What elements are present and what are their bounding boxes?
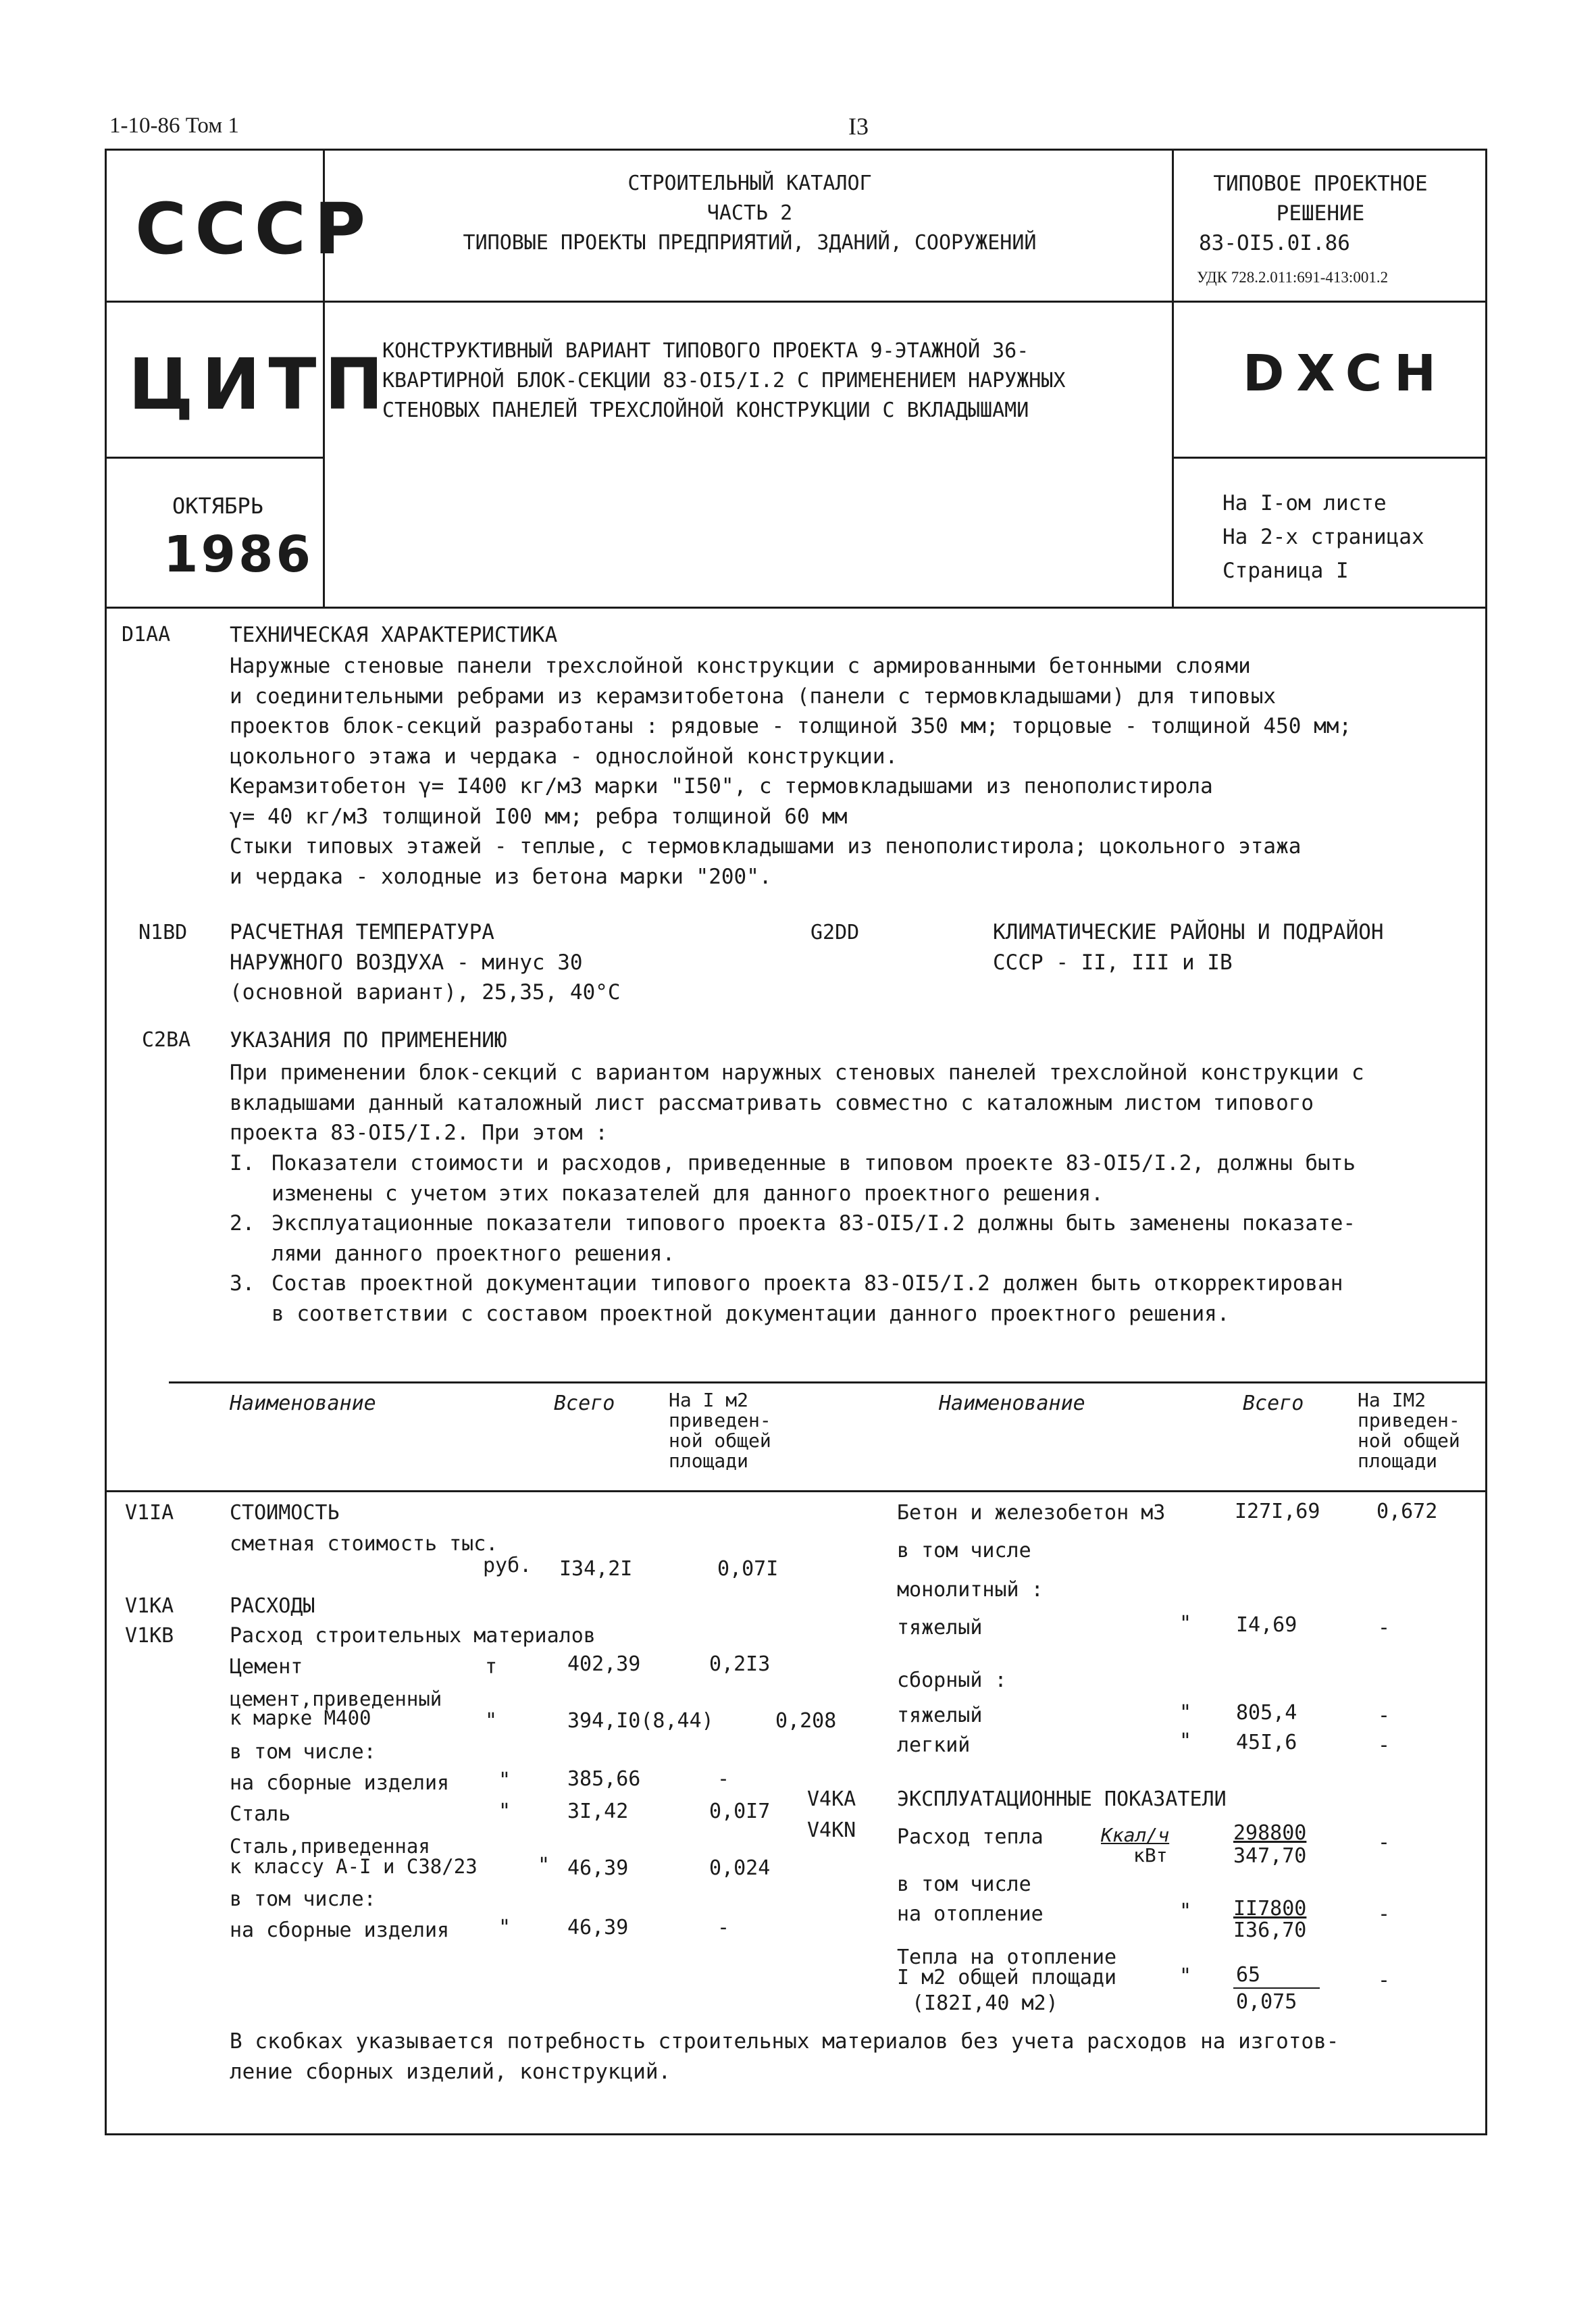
prefab2-unit: " <box>498 1916 511 1939</box>
frame-bottom <box>105 2133 1487 2135</box>
cost-title: СТОИМОСТЬ <box>230 1501 340 1525</box>
usage-item <box>230 1148 1486 1209</box>
catalog-line-2: ЧАСТЬ 2 <box>706 201 793 225</box>
usage-item <box>230 1209 1486 1269</box>
cement-unit: т <box>485 1655 498 1679</box>
climate-code: G2DD <box>810 921 860 944</box>
usage-intro <box>230 1058 1486 1148</box>
usage-title: УКАЗАНИЯ ПО ПРИМЕНЕНИЮ <box>230 1028 507 1052</box>
row-code-materials: V1KB <box>125 1624 174 1648</box>
catalog-line-3: ТИПОВЫЕ ПРОЕКТЫ ПРЕДПРИЯТИЙ, ЗДАНИЙ, СООРУЖЕНИЙ <box>463 231 1037 255</box>
precast-label: сборный : <box>897 1669 1007 1692</box>
header-bottom-line <box>105 607 1487 609</box>
usage-item-line: Состав проектной документации типового проекта 83-ОI5/I.2 должен быть откорректирован <box>272 1271 1343 1296</box>
heat-m2-fraction-bar <box>1233 1987 1320 1989</box>
tech-line: Наружные стеновые панели трехслойной конструкции с армированными бетонными слоями <box>230 654 1251 678</box>
footnote-line: ление сборных изделий, конструкций. <box>230 2059 671 2084</box>
steel-unit: " <box>498 1800 511 1823</box>
usage-item-line: лями данного проектного решения. <box>272 1241 675 1266</box>
table-header-line <box>105 1490 1487 1492</box>
steel-reduced-unit: " <box>538 1854 550 1877</box>
climate-line: СССР - II, III и IB <box>993 950 1233 975</box>
footnote <box>230 2027 1486 2087</box>
heating-label: на отопление <box>897 1902 1044 1926</box>
col-name2-header: Наименование <box>939 1392 1085 1415</box>
heavy2-unit: " <box>1179 1701 1192 1725</box>
cement400-per-m2: 0,208 <box>775 1709 837 1733</box>
row-code-operation: V4KA <box>807 1787 856 1811</box>
heavy-label: тяжелый <box>897 1616 983 1640</box>
usage-intro-line: вкладышами данный каталожный лист рассматривать совместно с каталожным листом типового <box>230 1090 1314 1115</box>
tech-line: Стыки типовых этажей - теплые, с термовкладышами из пенополистирола; цокольного этажа <box>230 834 1302 859</box>
heat-denominator: 347,70 <box>1233 1844 1307 1868</box>
solution-block <box>1199 169 1462 258</box>
cement400-total: 394,I0(8,44) <box>567 1709 714 1733</box>
steel-label: Сталь <box>230 1802 291 1826</box>
steel-reduced-label-2: к классу А-I и С38/23 <box>230 1855 478 1878</box>
monolith-label: монолитный : <box>897 1578 1044 1602</box>
cost-label: сметная стоимость тыс. <box>230 1532 498 1556</box>
cement-total: 402,39 <box>567 1652 641 1676</box>
temperature-block <box>230 917 838 1008</box>
sheet-info <box>1222 486 1424 588</box>
solution-number: 83-ОI5.0I.86 <box>1199 231 1350 255</box>
heat-label: Расход тепла <box>897 1825 1044 1849</box>
sheet-info-line-1: На I-ом листе <box>1222 491 1387 515</box>
heat-m2-label-3: (I82I,40 м2) <box>912 1991 1058 2015</box>
col-per-m2-header: На I м2 приведен- ной общей площади <box>669 1389 771 1472</box>
col-per-m2-2-header: На IМ2 приведен- ной общей площади <box>1358 1389 1460 1472</box>
concrete-total: I27I,69 <box>1235 1500 1320 1523</box>
temperature-line: НАРУЖНОГО ВОЗДУХА - минус 30 <box>230 950 583 975</box>
steel-per-m2: 0,0I7 <box>709 1800 771 1823</box>
climate-block <box>993 917 1479 977</box>
org-title: СССР <box>135 188 374 270</box>
row-code-cost: V1IA <box>125 1501 174 1525</box>
tech-title: ТЕХНИЧЕСКАЯ ХАРАКТЕРИСТИКА <box>230 623 558 647</box>
col-total2-header: Всего <box>1243 1392 1304 1415</box>
issue-month: ОКТЯБРЬ <box>172 493 263 519</box>
tech-line: проектов блок-секций разработаны : рядовые - толщиной 350 мм; торцовые - толщиной 450 мм; <box>230 714 1352 738</box>
heavy-per-m2: - <box>1378 1616 1391 1640</box>
prefab2-total: 46,39 <box>567 1916 629 1939</box>
row-code-expenses: V1KA <box>125 1594 174 1618</box>
heat-m2-label-2: I м2 общей площади <box>897 1966 1117 1989</box>
heating-per-m2: - <box>1378 1902 1391 1926</box>
frame-left <box>105 149 107 2135</box>
heat-per-m2: - <box>1378 1831 1391 1854</box>
cement400-label-2: к марке М400 <box>230 1706 371 1729</box>
heat-m2-numerator: 65 <box>1236 1963 1261 1987</box>
materials-title: Расход строительных материалов <box>230 1624 596 1648</box>
prefab-unit: " <box>498 1769 511 1792</box>
col-total-header: Всего <box>554 1392 615 1415</box>
udk-code: УДК 728.2.011:691-413:001.2 <box>1197 269 1389 286</box>
page-number: I3 <box>848 113 869 140</box>
prefab-per-m2: - <box>717 1767 730 1791</box>
included-label-2: в том числе: <box>230 1887 376 1911</box>
institute-title: ЦИТП <box>128 343 392 426</box>
usage-code: C2BA <box>142 1028 191 1052</box>
usage-item-line: Показатели стоимости и расходов, приведенные в типовом проекте 83-ОI5/I.2, должны быть <box>272 1151 1356 1175</box>
tech-line: Керамзитобетон γ= I400 кг/м3 марки "I50", с термовкладышами из пенополистирола <box>230 774 1213 798</box>
cost-per-m2: 0,07I <box>717 1557 779 1581</box>
heat-numerator: 298800 <box>1233 1821 1307 1845</box>
concrete-label: Бетон и железобетон м3 <box>897 1501 1166 1525</box>
light-total: 45I,6 <box>1236 1731 1297 1754</box>
usage-intro-line: проекта 83-ОI5/I.2. При этом : <box>230 1121 608 1145</box>
frame-top <box>105 149 1487 151</box>
steel-reduced-total: 46,39 <box>567 1856 629 1880</box>
prefab2-per-m2: - <box>717 1916 730 1939</box>
usage-item <box>230 1269 1486 1329</box>
project-description: КОНСТРУКТИВНЫЙ ВАРИАНТ ТИПОВОГО ПРОЕКТА 9-ЭТАЖНОЙ 36-КВАРТИРНОЙ БЛОК-СЕКЦИИ 83-ОI5/I.2 С ПРИМЕНЕНИЕМ НАРУЖНЫХ СТЕНОВЫХ ПАНЕЛЕЙ ТРЕХСЛОЙНОЙ КОНСТРУКЦИИ С ВКЛАДЫШАМИ <box>382 339 1066 422</box>
prefab-total: 385,66 <box>567 1767 641 1791</box>
table-top-line <box>169 1381 1487 1383</box>
heat-unit-numerator: Ккал/ч <box>1101 1824 1170 1846</box>
included-label: в том числе: <box>230 1740 376 1764</box>
document-ref: 1-10-86 Том 1 <box>109 113 239 138</box>
cement-label: Цемент <box>230 1655 303 1679</box>
heat-unit-denominator: кВт <box>1133 1844 1168 1866</box>
sheet-info-line-3: Страница I <box>1222 559 1349 583</box>
operation-title: ЭКСПЛУАТАЦИОННЫЕ ПОКАЗАТЕЛИ <box>897 1787 1227 1811</box>
usage-item-number: I. <box>230 1151 255 1175</box>
heavy-total: I4,69 <box>1236 1613 1297 1637</box>
header-row-line-1 <box>105 301 1487 303</box>
usage-item-number: 2. <box>230 1211 255 1236</box>
tech-text <box>230 651 1486 892</box>
tech-line: γ= 40 кг/м3 толщиной I00 мм; ребра толщиной 60 мм <box>230 804 848 829</box>
usage-item-line: изменены с учетом этих показателей для данного проектного решения. <box>272 1181 1104 1206</box>
temperature-line: (основной вариант), 25,35, 40°С <box>230 980 621 1005</box>
header-divider-2 <box>1172 149 1174 608</box>
cement400-label: цемент,приведенный <box>230 1687 442 1710</box>
row-code-heat: V4KN <box>807 1819 856 1842</box>
header-row-line-2b <box>1172 457 1487 459</box>
heat-m2-per-m2: - <box>1378 1968 1391 1992</box>
tech-line: и чердака - холодные из бетона марки "200". <box>230 864 772 889</box>
solution-title: ТИПОВОЕ ПРОЕКТНОЕ РЕШЕНИЕ <box>1213 172 1428 226</box>
concrete-per-m2: 0,672 <box>1376 1500 1438 1523</box>
tech-line: цокольного этажа и чердака - однослойной конструкции. <box>230 744 898 769</box>
usage-item-line: Эксплуатационные показатели типового проекта 83-ОI5/I.2 должны быть заменены показате- <box>272 1211 1356 1236</box>
sheet-info-line-2: На 2-х страницах <box>1222 525 1424 549</box>
tech-code: D1AA <box>122 623 171 646</box>
cement400-unit: " <box>485 1709 498 1733</box>
heavy2-per-m2: - <box>1378 1704 1391 1727</box>
prefab-label: на сборные изделия <box>230 1771 450 1795</box>
heavy2-label: тяжелый <box>897 1704 983 1727</box>
temperature-code: N1BD <box>138 921 188 944</box>
steel-reduced-per-m2: 0,024 <box>709 1856 771 1880</box>
light-unit: " <box>1179 1729 1192 1753</box>
heating-denominator: I36,70 <box>1233 1918 1307 1942</box>
issue-year: 1986 <box>163 526 313 584</box>
expenses-title: РАСХОДЫ <box>230 1594 315 1618</box>
temperature-line: РАСЧЕТНАЯ ТЕМПЕРАТУРА <box>230 920 494 944</box>
usage-item-number: 3. <box>230 1271 255 1296</box>
heat-m2-unit: " <box>1179 1964 1192 1988</box>
heating-numerator: II7800 <box>1233 1897 1307 1921</box>
cement-per-m2: 0,2I3 <box>709 1652 771 1676</box>
steel-total: 3I,42 <box>567 1800 629 1823</box>
cost-total: I34,2I <box>559 1557 633 1581</box>
cost-label-unit: руб. <box>483 1554 532 1577</box>
light-label: легкий <box>897 1733 971 1757</box>
col-name-header: Наименование <box>230 1392 376 1415</box>
catalog-block <box>338 169 1162 258</box>
footnote-line: В скобках указывается потребность строительных материалов без учета расходов на изготов- <box>230 2029 1339 2054</box>
prefab2-label: на сборные изделия <box>230 1918 450 1942</box>
climate-line: КЛИМАТИЧЕСКИЕ РАЙОНЫ И ПОДРАЙОН <box>993 920 1384 944</box>
header-row-line-2a <box>105 457 325 459</box>
usage-item-line: в соответствии с составом проектной документации данного проектного решения. <box>272 1301 1230 1326</box>
catalog-line-1: СТРОИТЕЛЬНЫЙ КАТАЛОГ <box>627 172 872 195</box>
heating-unit: " <box>1179 1900 1192 1923</box>
heat-included: в том числе <box>897 1873 1031 1896</box>
concrete-included: в том числе <box>897 1539 1031 1562</box>
catalog-code: DXCH <box>1243 345 1449 403</box>
heavy2-total: 805,4 <box>1236 1701 1297 1725</box>
light-per-m2: - <box>1378 1733 1391 1757</box>
heat-m2-denominator: 0,075 <box>1236 1990 1297 2014</box>
usage-list <box>230 1148 1486 1329</box>
usage-intro-line: При применении блок-секций с вариантом наружных стеновых панелей трехслойной конструкции с <box>230 1061 1364 1085</box>
steel-reduced-label: Сталь,приведенная <box>230 1835 430 1858</box>
tech-line: и соединительными ребрами из керамзитобетона (панели с термовкладышами) для типовых <box>230 684 1277 709</box>
heat-m2-label: Тепла на отопление <box>897 1946 1117 1969</box>
heavy-unit: " <box>1179 1612 1192 1635</box>
